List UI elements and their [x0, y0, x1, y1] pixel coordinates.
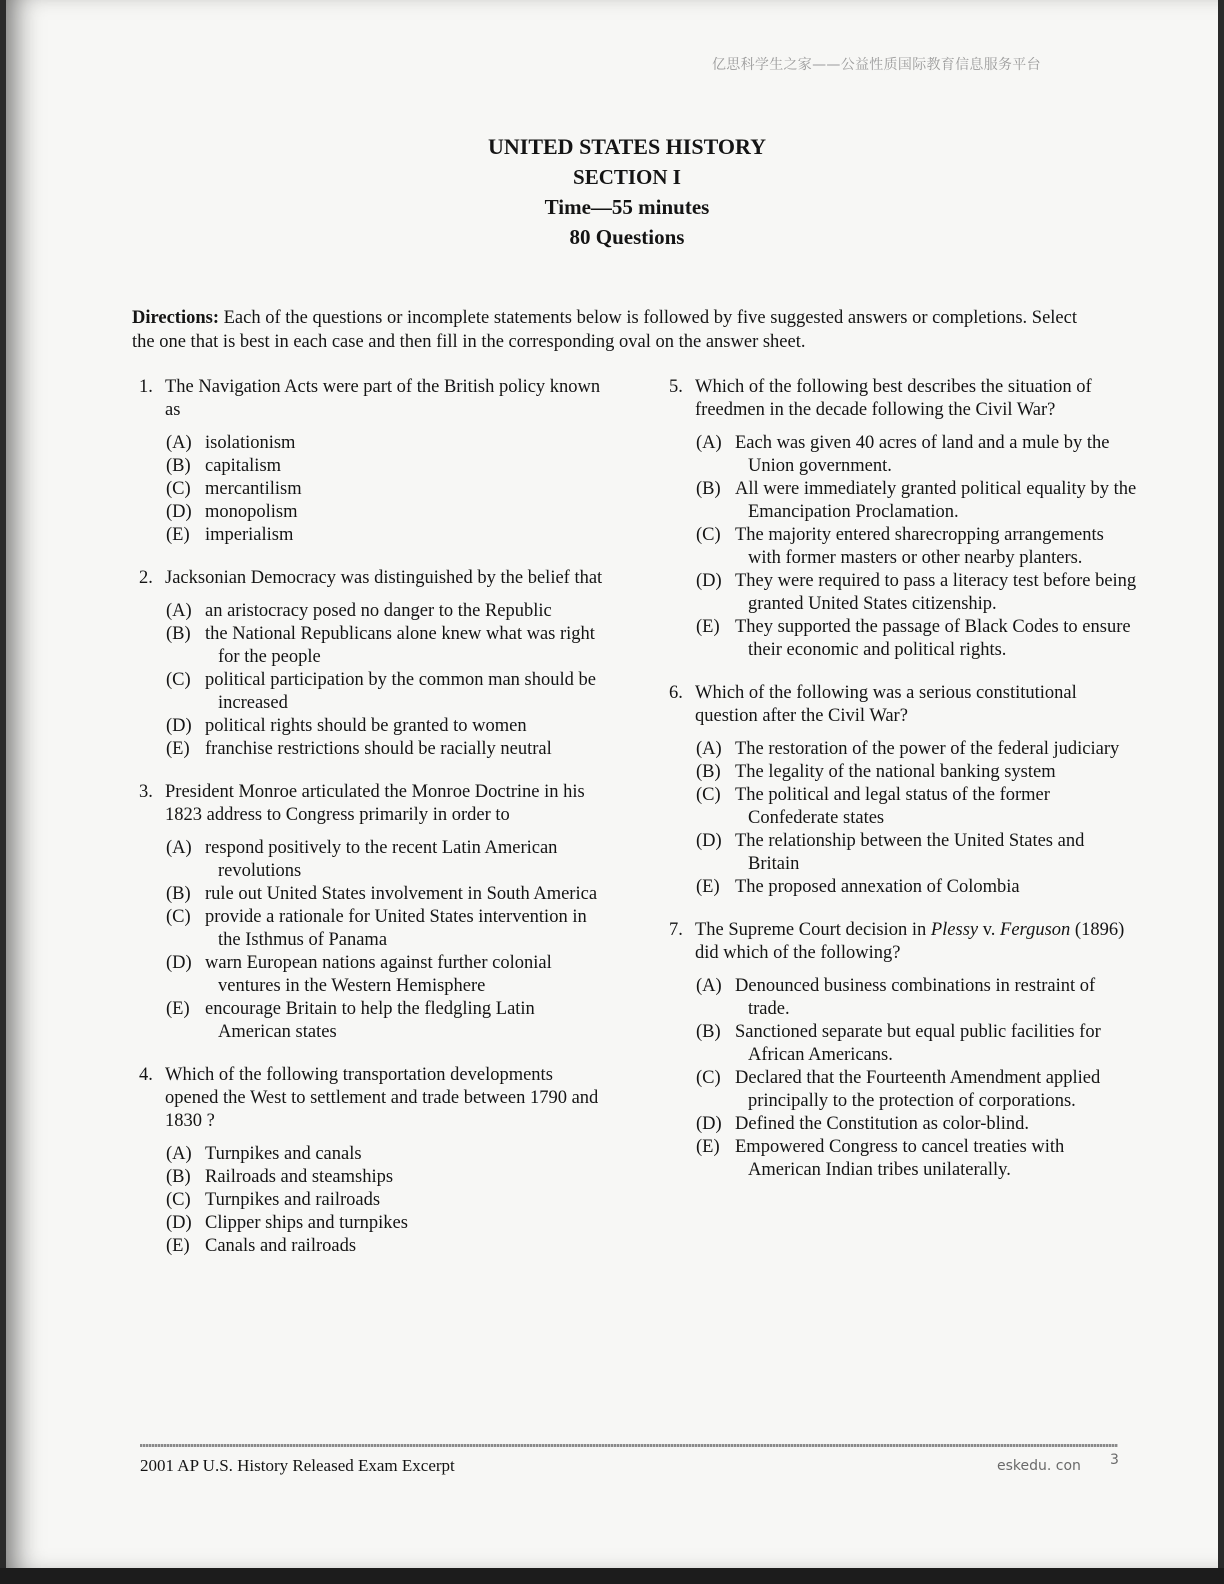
option-text: The restoration of the power of the federal judiciary	[735, 739, 1120, 759]
option-letter: (C)	[696, 785, 721, 805]
question-number: 1.	[139, 377, 153, 397]
answer-option	[696, 975, 1139, 1021]
option-letter: (D)	[166, 1213, 192, 1233]
answer-option	[696, 1113, 1139, 1136]
directions-text: Each of the questions or incomplete statements below is followed by five suggested answers or completions. Select the one that is best in each case and then fill in the corresponding oval on the answer sheet.	[132, 308, 1077, 352]
exam-title: UNITED STATES HISTORY	[488, 134, 766, 159]
answer-option	[166, 600, 609, 623]
option-letter: (A)	[166, 838, 192, 858]
question	[139, 781, 609, 1044]
case-name-ferguson: Ferguson	[1000, 920, 1071, 940]
question-stem: President Monroe articulated the Monroe Doctrine in his 1823 address to Congress primarily in order to	[165, 782, 585, 825]
option-letter: (D)	[166, 502, 192, 522]
option-letter: (D)	[166, 716, 192, 736]
option-letter: (E)	[166, 1236, 190, 1256]
option-letter: (D)	[696, 1114, 722, 1134]
left-column	[139, 376, 609, 1278]
answer-option	[166, 1166, 609, 1189]
stem-text-v: v.	[978, 920, 1001, 940]
case-name-plessy: Plessy	[930, 920, 979, 940]
option-text: provide a rationale for United States intervention in the Isthmus of Panama	[205, 907, 587, 950]
question-number: 5.	[669, 377, 683, 397]
option-letter: (A)	[696, 739, 722, 759]
question-number: 7.	[669, 920, 683, 940]
option-letter: (E)	[166, 525, 190, 545]
answer-option	[696, 1067, 1139, 1113]
stem-text-pre: The Supreme Court decision in	[695, 920, 931, 940]
directions	[132, 306, 1092, 354]
footer-divider	[140, 1444, 1118, 1447]
scan-edge	[0, 1568, 1224, 1584]
option-letter: (A)	[166, 433, 192, 453]
option-letter: (C)	[166, 1190, 191, 1210]
option-text: monopolism	[205, 502, 298, 522]
option-text: Railroads and steamships	[205, 1167, 394, 1187]
option-text: rule out United States involvement in South America	[205, 884, 598, 904]
option-text: Clipper ships and turnpikes	[205, 1213, 408, 1233]
answer-option	[166, 623, 609, 669]
option-text: Sanctioned separate but equal public facilities for African Americans.	[735, 1022, 1101, 1065]
answer-options	[696, 432, 1139, 662]
time-limit: Time—55 minutes	[544, 195, 710, 219]
answer-options	[166, 600, 609, 761]
option-text: imperialism	[205, 525, 294, 545]
option-text: They supported the passage of Black Codes to ensure their economic and political rights.	[735, 617, 1131, 660]
directions-label: Directions:	[132, 308, 219, 328]
option-letter: (C)	[166, 670, 191, 690]
option-letter: (C)	[166, 907, 191, 927]
exam-page	[6, 0, 1218, 1568]
option-letter: (B)	[696, 1022, 721, 1042]
option-text: Empowered Congress to cancel treaties with American Indian tribes unilaterally.	[735, 1137, 1065, 1180]
question-stem: Which of the following transportation developments opened the West to settlement and trade between 1790 and 1830 ?	[165, 1065, 599, 1131]
option-text: Each was given 40 acres of land and a mule by the Union government.	[735, 433, 1110, 476]
right-column	[669, 376, 1139, 1202]
option-letter: (D)	[166, 953, 192, 973]
answer-option	[696, 616, 1139, 662]
option-letter: (E)	[696, 877, 720, 897]
option-text: warn European nations against further colonial ventures in the Western Hemisphere	[205, 953, 552, 996]
answer-options	[166, 432, 609, 547]
answer-option	[166, 432, 609, 455]
section-label: SECTION I	[573, 165, 681, 189]
option-letter: (B)	[696, 479, 721, 499]
option-letter: (C)	[696, 1068, 721, 1088]
option-text: an aristocracy posed no danger to the Republic	[205, 601, 552, 621]
question-number: 6.	[669, 683, 683, 703]
option-letter: (E)	[696, 617, 720, 637]
option-letter: (C)	[166, 479, 191, 499]
option-text: political participation by the common man should be increased	[205, 670, 596, 713]
answer-option	[696, 738, 1139, 761]
answer-option	[166, 998, 609, 1044]
option-text: Canals and railroads	[205, 1236, 357, 1256]
answer-options	[696, 738, 1139, 899]
answer-option	[166, 738, 609, 761]
answer-option	[166, 1189, 609, 1212]
option-text: The political and legal status of the former Confederate states	[735, 785, 1050, 828]
option-letter: (D)	[696, 571, 722, 591]
option-text: All were immediately granted political equality by the Emancipation Proclamation.	[735, 479, 1137, 522]
question	[669, 376, 1139, 662]
option-text: Turnpikes and railroads	[205, 1190, 381, 1210]
question	[139, 1064, 609, 1258]
option-text: isolationism	[205, 433, 296, 453]
option-text: Declared that the Fourteenth Amendment applied principally to the protection of corporations.	[735, 1068, 1101, 1111]
answer-option	[696, 570, 1139, 616]
answer-option	[166, 952, 609, 998]
question-count: 80 Questions	[569, 225, 685, 249]
option-letter: (C)	[696, 525, 721, 545]
option-letter: (A)	[696, 976, 722, 996]
option-letter: (B)	[166, 1167, 191, 1187]
option-letter: (B)	[166, 624, 191, 644]
answer-option	[166, 455, 609, 478]
question-stem	[695, 919, 1139, 965]
stem-text-post: (1896) did which of the following?	[695, 920, 1125, 963]
question-number: 3.	[139, 782, 153, 802]
question-stem: Which of the following was a serious constitutional question after the Civil War?	[695, 683, 1077, 726]
option-text: They were required to pass a literacy test before being granted United States citizenship.	[735, 571, 1137, 614]
answer-option	[166, 1143, 609, 1166]
option-letter: (A)	[166, 1144, 192, 1164]
option-text: Turnpikes and canals	[205, 1144, 362, 1164]
answer-option	[166, 669, 609, 715]
option-letter: (E)	[166, 999, 190, 1019]
question	[139, 376, 609, 547]
answer-option	[696, 876, 1139, 899]
option-text: political rights should be granted to women	[205, 716, 527, 736]
option-letter: (A)	[166, 601, 192, 621]
answer-options	[166, 837, 609, 1044]
option-letter: (A)	[696, 433, 722, 453]
option-letter: (D)	[696, 831, 722, 851]
question	[669, 682, 1139, 899]
answer-option	[166, 837, 609, 883]
footer-site: eskedu. con	[997, 1458, 1081, 1474]
question-number: 2.	[139, 568, 153, 588]
exam-header	[6, 132, 1224, 252]
answer-options	[166, 1143, 609, 1258]
option-letter: (B)	[166, 456, 191, 476]
option-text: Denounced business combinations in restraint of trade.	[735, 976, 1096, 1019]
answer-option	[166, 883, 609, 906]
answer-option	[166, 906, 609, 952]
watermark-text: 亿思科学生之家——公益性质国际教育信息服务平台	[712, 57, 1041, 73]
question	[139, 567, 609, 761]
option-letter: (B)	[696, 762, 721, 782]
option-text: franchise restrictions should be racially neutral	[205, 739, 552, 759]
page-number: 3	[1110, 1452, 1119, 1468]
option-text: encourage Britain to help the fledgling Latin American states	[205, 999, 535, 1042]
option-letter: (B)	[166, 884, 191, 904]
option-text: the National Republicans alone knew what was right for the people	[205, 624, 595, 667]
answer-option	[696, 524, 1139, 570]
option-text: mercantilism	[205, 479, 302, 499]
answer-option	[166, 524, 609, 547]
answer-option	[696, 1021, 1139, 1067]
answer-options	[696, 975, 1139, 1182]
option-text: The proposed annexation of Colombia	[735, 877, 1020, 897]
answer-option	[696, 761, 1139, 784]
option-letter: (E)	[696, 1137, 720, 1157]
option-text: respond positively to the recent Latin American revolutions	[205, 838, 558, 881]
answer-option	[696, 784, 1139, 830]
answer-option	[696, 478, 1139, 524]
answer-option	[166, 501, 609, 524]
option-text: The relationship between the United States and Britain	[735, 831, 1085, 874]
answer-option	[696, 1136, 1139, 1182]
answer-option	[166, 478, 609, 501]
answer-option	[696, 830, 1139, 876]
question	[669, 919, 1139, 1182]
option-text: The legality of the national banking system	[735, 762, 1056, 782]
answer-option	[166, 715, 609, 738]
question-number: 4.	[139, 1065, 153, 1085]
question-stem: The Navigation Acts were part of the British policy known as	[165, 377, 601, 420]
footer-source: 2001 AP U.S. History Released Exam Excerpt	[140, 1456, 455, 1475]
answer-option	[166, 1235, 609, 1258]
answer-option	[696, 432, 1139, 478]
option-letter: (E)	[166, 739, 190, 759]
question-stem: Which of the following best describes the situation of freedmen in the decade following the Civil War?	[695, 377, 1092, 420]
answer-option	[166, 1212, 609, 1235]
option-text: Defined the Constitution as color-blind.	[735, 1114, 1030, 1134]
option-text: capitalism	[205, 456, 282, 476]
option-text: The majority entered sharecropping arrangements with former masters or other nearby planters.	[735, 525, 1104, 568]
question-stem: Jacksonian Democracy was distinguished by the belief that	[165, 568, 603, 588]
